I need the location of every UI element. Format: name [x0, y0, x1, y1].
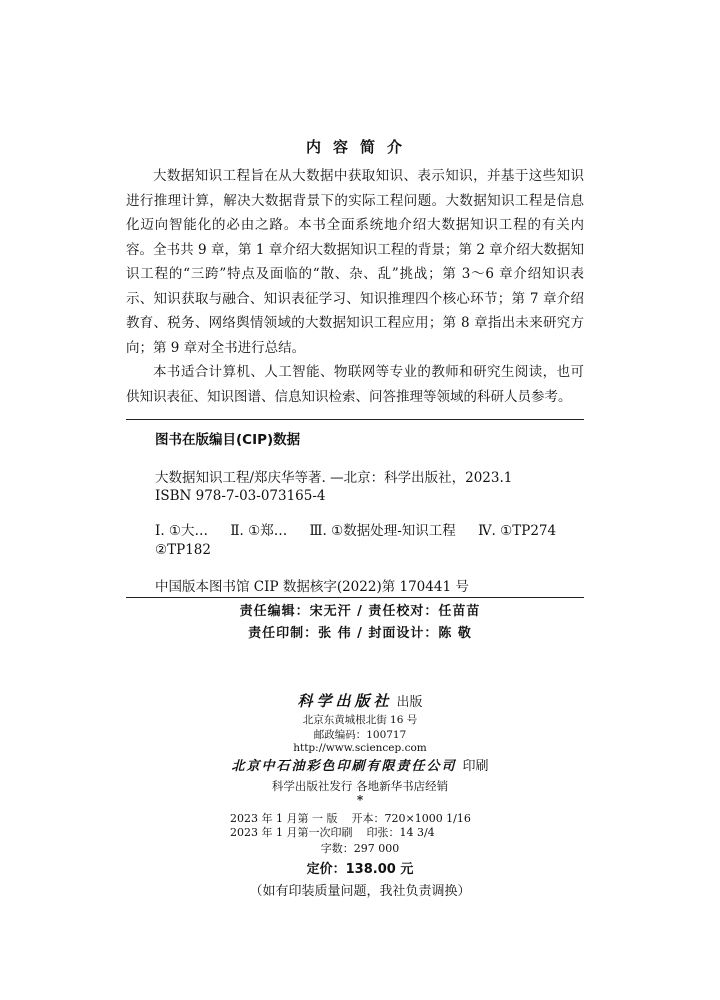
printing-date: 2023 年 1 月第一次印刷 — [230, 826, 353, 839]
cip-title-line: 大数据知识工程/郑庆华等著. —北京：科学出版社，2023.1 — [155, 470, 513, 486]
publisher-website: http://www.sciencep.com — [293, 742, 427, 754]
cip-record-number: 中国版本图书馆 CIP 数据核字(2022)第 170441 号 — [155, 579, 469, 595]
cip-class-item: Ⅰ. ①大… — [155, 523, 209, 539]
quality-note: （如有印装质量问题，我社负责调换） — [249, 884, 471, 899]
printer-suffix: 印刷 — [462, 759, 489, 774]
publisher-postcode: 邮政编码：100717 — [313, 729, 407, 741]
cip-isbn: ISBN 978-7-03-073165-4 — [155, 488, 326, 504]
cip-classification-cont: ②TP182 — [155, 542, 211, 558]
publisher-address: 北京东黄城根北街 16 号 — [302, 714, 418, 726]
word-count: 字数：297 000 — [320, 842, 400, 855]
summary-paragraph: 本书适合计算机、人工智能、物联网等专业的教师和研究生阅读，也可供知识表征、知识图谱、信息知识检索、问答推理等领域的科研人员参考。 — [126, 364, 584, 405]
credits-editors: 责任编辑：宋无汗 / 责任校对：任苗苗 — [239, 604, 481, 619]
publisher-name: 科学出版社 — [297, 692, 393, 710]
print-sheets: 印张：14 3/4 — [366, 826, 435, 839]
summary-paragraph: 大数据知识工程旨在从大数据中获取知识、表示知识，并基于这些知识进行推理计算，解决大数据背景下的实际工程问题。大数据知识工程是信息化迈向智能化的必由之路。本书全面系统地介绍大数据知识工程的有关内容。全书共 9 章，第 1 章介绍大数据知识工程的背景；第 2 章介绍大数据知识工程的“三跨”特点及面临的“散、杂、乱”挑战；第 3～6 章介绍知识表示、知识获取与融合、知识表征学习、知识推理四个核心环节；第 7 章介绍教育、税务、网络舆情领域的大数据知识工程应用；第 8 章指出未来研究方向；第 9 章对全书进行总结。 — [126, 168, 584, 356]
printing-line — [230, 824, 435, 840]
credits-production: 责任印制：张 伟 / 封面设计：陈 敬 — [248, 626, 472, 641]
cip-class-item: Ⅳ. ①TP274 — [478, 523, 557, 539]
distribution-line: 科学出版社发行 各地新华书店经销 — [271, 779, 449, 793]
divider-bottom — [126, 597, 584, 598]
publisher-suffix: 出版 — [396, 695, 423, 710]
cip-class-item: Ⅲ. ①数据处理-知识工程 — [309, 523, 456, 539]
cip-class-item: Ⅱ. ①郑… — [230, 523, 288, 539]
printer-name: 北京中石油彩色印刷有限责任公司 — [231, 759, 457, 774]
summary-title: 内容简介 — [305, 138, 414, 156]
summary-body — [126, 164, 584, 409]
edition-date: 2023 年 1 月第 一 版 — [230, 812, 338, 825]
divider-top — [126, 419, 584, 420]
publisher-line — [0, 690, 720, 711]
cip-classification — [155, 519, 595, 539]
cip-heading: 图书在版编目(CIP)数据 — [155, 432, 301, 448]
price: 定价：138.00 元 — [306, 862, 414, 877]
separator-star: * — [356, 793, 364, 807]
printer-line — [0, 755, 720, 774]
format-size: 开本：720×1000 1/16 — [351, 812, 471, 825]
